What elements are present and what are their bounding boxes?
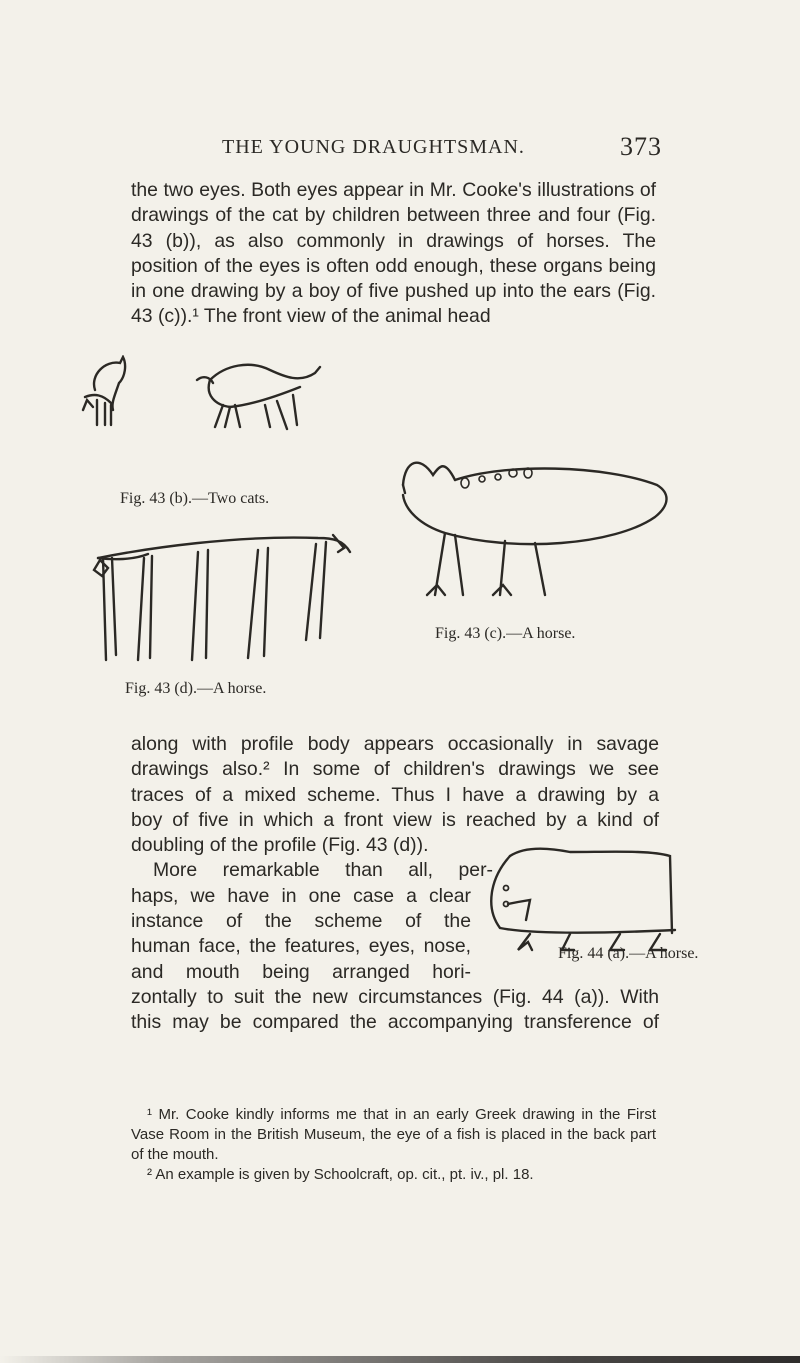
running-header — [0, 132, 800, 162]
footnote-1: ¹ Mr. Cooke kindly informs me that in an early Greek drawing in the First Vase Room in the British Museum, the eye of a fish is placed in the back part of the mouth. — [131, 1106, 656, 1163]
figure-caption-44a: Fig. 44 (a).—A horse. — [558, 945, 699, 962]
paragraph-2-line: and mouth being arranged hori- — [131, 960, 471, 983]
paragraph-2-line: human face, the features, eyes, nose, — [131, 935, 471, 958]
paragraph-2-line: boy of five in which a front view is reached by a kind of — [131, 808, 659, 831]
horse-drawing-43d — [88, 530, 358, 665]
paragraph-2-line: instance of the scheme of the — [131, 910, 471, 933]
paragraph-2-line: traces of a mixed scheme. Thus I have a drawing by a — [131, 783, 659, 806]
paragraph-2-line: along with profile body appears occasionally in savage — [131, 733, 659, 755]
paragraph-2-line: doubling of the profile (Fig. 43 (d)). — [131, 834, 429, 857]
paragraph-2-line: zontally to suit the new circumstances (Fig. 44 (a)). With — [131, 985, 659, 1008]
footnotes — [131, 1105, 656, 1185]
page-number: 373 — [620, 132, 662, 161]
horse-drawing-43c — [385, 455, 685, 605]
figure-caption-43d: Fig. 43 (d).—A horse. — [125, 680, 267, 697]
scan-edge-shadow — [0, 1356, 800, 1363]
paragraph-2-line: this may be compared the accompanying transference of — [131, 1011, 659, 1034]
footnote-2: ² An example is given by Schoolcraft, op. cit., pt. iv., pl. 18. — [147, 1166, 534, 1183]
paragraph-2-line: haps, we have in one case a clear — [131, 884, 471, 907]
two-cats-drawing — [75, 355, 325, 485]
paragraph-2-line: drawings also.² In some of children's drawings we see — [131, 758, 659, 781]
running-title: THE YOUNG DRAUGHTSMAN. — [222, 136, 525, 158]
figure-caption-43b: Fig. 43 (b).—Two cats. — [120, 490, 270, 507]
horse-drawing-44a — [470, 838, 685, 953]
paragraph-2-line: More remarkable than all, per- — [153, 859, 493, 882]
paragraph-1: the two eyes. Both eyes appear in Mr. Cooke's illustrations of drawings of the cat by children between three and four (Fig. 43 (b)), as also commonly in drawings of horses. The position of the eyes is often odd enough, these organs being in one drawing by a boy of five pushed up into the ears (Fig. 43 (c)).¹ The front view of the animal head — [131, 179, 656, 328]
figure-caption-43c: Fig. 43 (c).—A horse. — [435, 625, 576, 642]
